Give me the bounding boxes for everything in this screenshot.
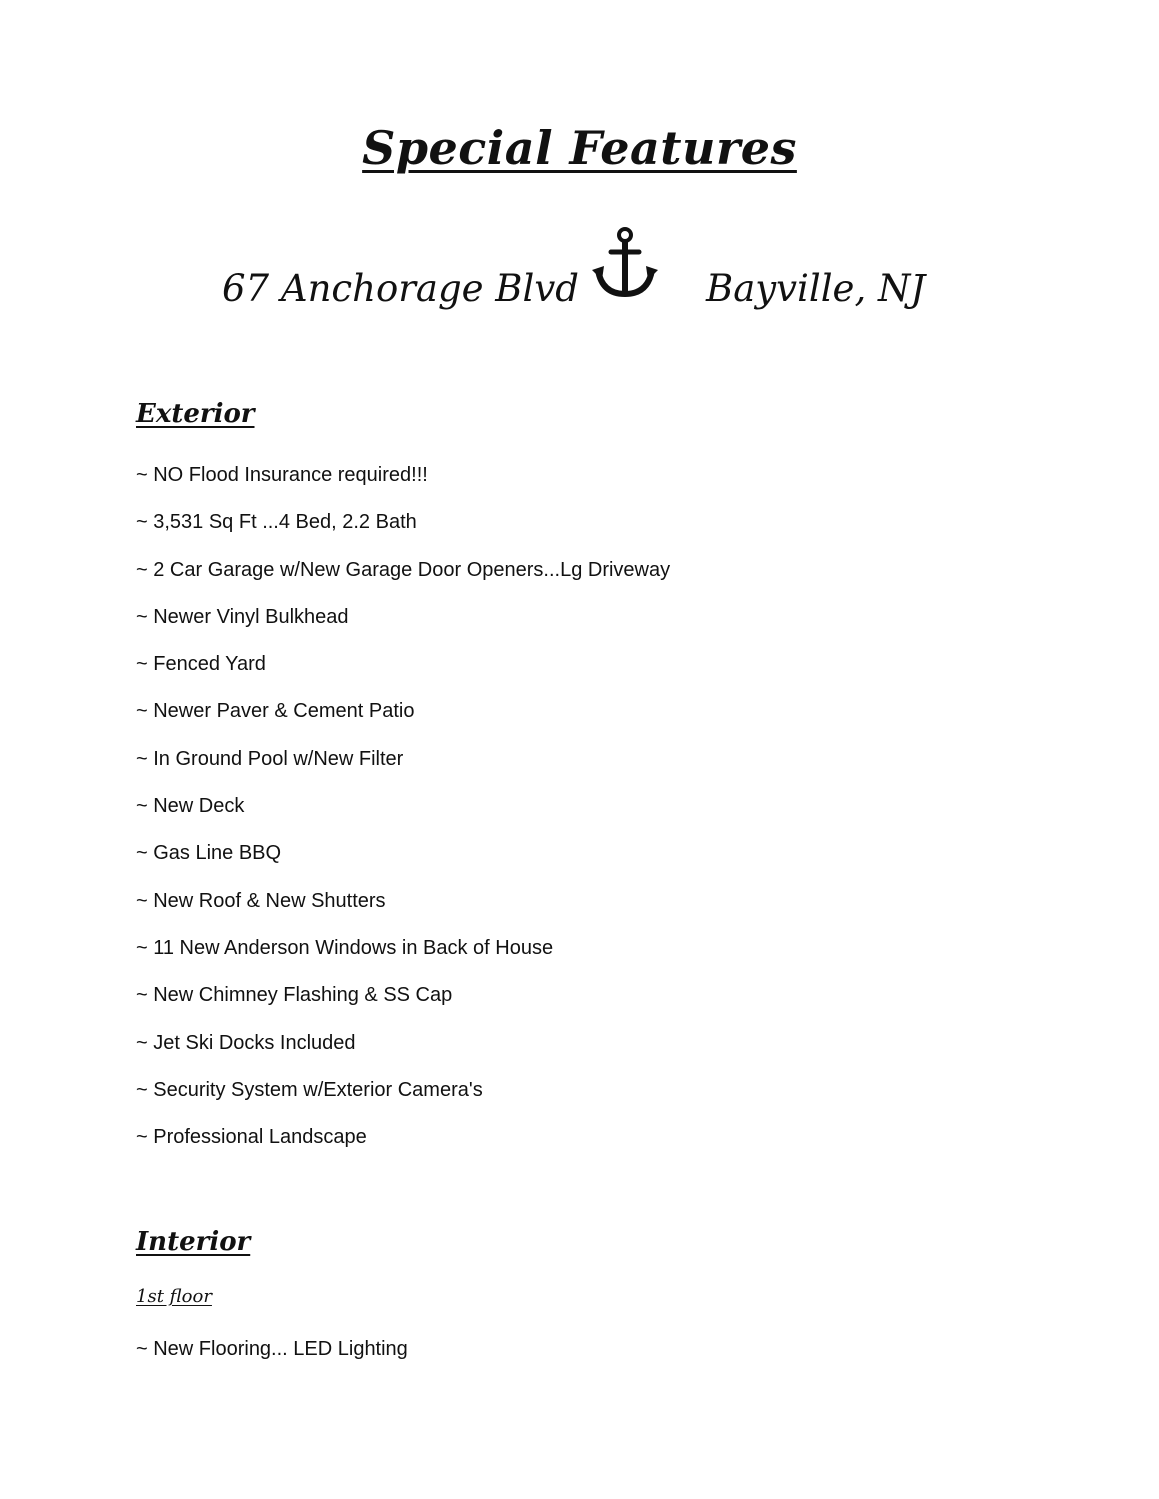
list-item: ~ New Deck bbox=[136, 795, 245, 818]
list-item: ~ NO Flood Insurance required!!! bbox=[136, 464, 428, 486]
list-item: ~ New Flooring... LED Lighting bbox=[136, 1338, 408, 1360]
exterior-feature-list bbox=[136, 461, 670, 1170]
first-floor-subheading: 1st floor bbox=[136, 1286, 212, 1307]
list-item: ~ Security System w/Exterior Camera's bbox=[136, 1078, 483, 1101]
page-title: Special Features bbox=[362, 121, 797, 175]
anchor-icon bbox=[592, 226, 658, 300]
property-address: 67 Anchorage Blvd bbox=[222, 267, 579, 310]
list-item: ~ New Roof & New Shutters bbox=[136, 889, 386, 912]
list-item: ~ In Ground Pool w/New Filter bbox=[136, 747, 404, 770]
list-item: ~ Professional Landscape bbox=[136, 1126, 367, 1149]
interior-heading: Interior bbox=[136, 1227, 251, 1257]
list-item: ~ New Chimney Flashing & SS Cap bbox=[136, 984, 453, 1007]
list-item: ~ 11 New Anderson Windows in Back of House bbox=[136, 936, 554, 959]
property-city: Bayville, NJ bbox=[706, 267, 926, 310]
list-item: ~ Jet Ski Docks Included bbox=[136, 1031, 356, 1054]
list-item: ~ 3,531 Sq Ft ...4 Bed, 2.2 Bath bbox=[136, 511, 417, 534]
list-item: ~ Newer Vinyl Bulkhead bbox=[136, 605, 349, 628]
list-item: ~ Gas Line BBQ bbox=[136, 842, 282, 865]
list-item: ~ Fenced Yard bbox=[136, 653, 266, 676]
list-item: ~ 2 Car Garage w/New Garage Door Openers...Lg Driveway bbox=[136, 558, 671, 581]
list-item: ~ Newer Paver & Cement Patio bbox=[136, 700, 415, 723]
interior-feature-list bbox=[136, 1335, 408, 1382]
exterior-heading: Exterior bbox=[136, 399, 255, 429]
